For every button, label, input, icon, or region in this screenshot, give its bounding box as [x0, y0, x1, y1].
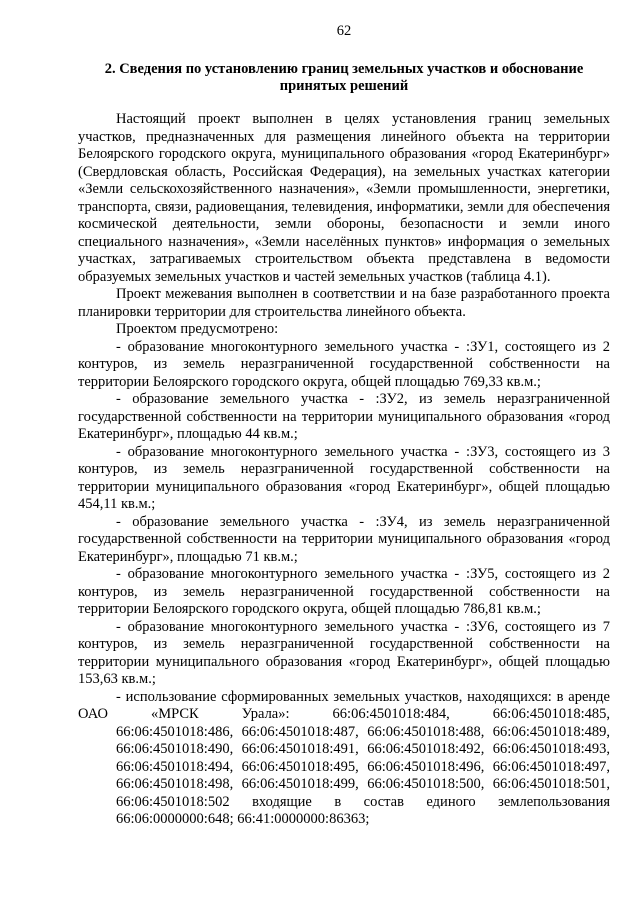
cadastral-line: 66:06:4501018:502 входящие в состав единого землепользования	[116, 793, 610, 810]
paragraph-intro: Настоящий проект выполнен в целях установления границ земельных участков, предназначенных для размещения линейного объекта на территории Белоярского городского округа, муниципального образования «город Екатеринбург» (Свердловская область, Российская Федерация), на земельных участках категории «Земли сельскохозяйственного назначения», «Земли промышленности, энергетики, транспорта, связи, радиовещания, телевидения, информатики, земли для обеспечения космической деятельности, земли обороны, безопасности и земли иного специального назначения», «Земли населённых пунктов» информация о земельных участках, затрагиваемых строительством объекта представлена в ведомости образуемых земельных участков и частей земельных участков (таблица 4.1).	[78, 111, 610, 285]
document-body	[78, 111, 610, 829]
list-item-lease: - использование сформированных земельных участков, находящихся: в аренде ОАО «МРСК Урала»: 66:06:4501018:484, 66:06:4501018:485,	[78, 688, 610, 722]
cadastral-line: 66:06:4501018:498, 66:06:4501018:499, 66:06:4501018:500, 66:06:4501018:501,	[116, 776, 610, 792]
list-item-zu6: - образование многоконтурного земельного участка - :ЗУ6, состоящего из 7 контуров, из земель неразграниченной государственной собственности на территории муниципального образования «город Екатеринбург», общей площадью 153,63 кв.м.;	[78, 618, 610, 687]
list-item-zu3: - образование многоконтурного земельного участка - :ЗУ3, состоящего из 3 контуров, из земель неразграниченной государственной собственности на территории муниципального образования «город Екатеринбург», общей площадью 454,11 кв.м.;	[78, 443, 610, 512]
cadastral-line: 66:06:0000000:648; 66:41:0000000:86363;	[116, 811, 370, 827]
cadastral-line: 66:06:4501018:490, 66:06:4501018:491, 66:06:4501018:492, 66:06:4501018:493,	[116, 741, 610, 757]
cadastral-line: 66:06:4501018:494, 66:06:4501018:495, 66:06:4501018:496, 66:06:4501018:497,	[116, 758, 610, 775]
page-number: 62	[336, 23, 352, 39]
section-heading: 2. Сведения по установлению границ земельных участков и обоснование принятых решений	[104, 61, 584, 94]
cadastral-line: 66:06:4501018:486, 66:06:4501018:487, 66:06:4501018:488, 66:06:4501018:489,	[116, 723, 610, 740]
list-item-zu4: - образование земельного участка - :ЗУ4, из земель неразграниченной государственной собственности на территории муниципального образования «город Екатеринбург», площадью 71 кв.м.;	[78, 513, 610, 565]
document-page	[78, 22, 610, 829]
list-item-zu5: - образование многоконтурного земельного участка - :ЗУ5, состоящего из 2 контуров, из земель неразграниченной государственной собственности на территории Белоярского городского округа, общей площадью 786,81 кв.м.;	[78, 566, 610, 617]
paragraph-provisions-lead: Проектом предусмотрено:	[116, 321, 279, 337]
list-item-zu2: - образование земельного участка - :ЗУ2, из земель неразграниченной государственной собственности на территории муниципального образования «город Екатеринбург», площадью 44 кв.м.;	[78, 391, 610, 442]
paragraph-survey: Проект межевания выполнен в соответствии и на базе разработанного проекта планировки территории для строительства линейного объекта.	[78, 286, 610, 320]
list-item-zu1: - образование многоконтурного земельного участка - :ЗУ1, состоящего из 2 контуров, из земель неразграниченной государственной собственности на территории Белоярского городского округа, общей площадью 769,33 кв.м.;	[78, 338, 610, 390]
